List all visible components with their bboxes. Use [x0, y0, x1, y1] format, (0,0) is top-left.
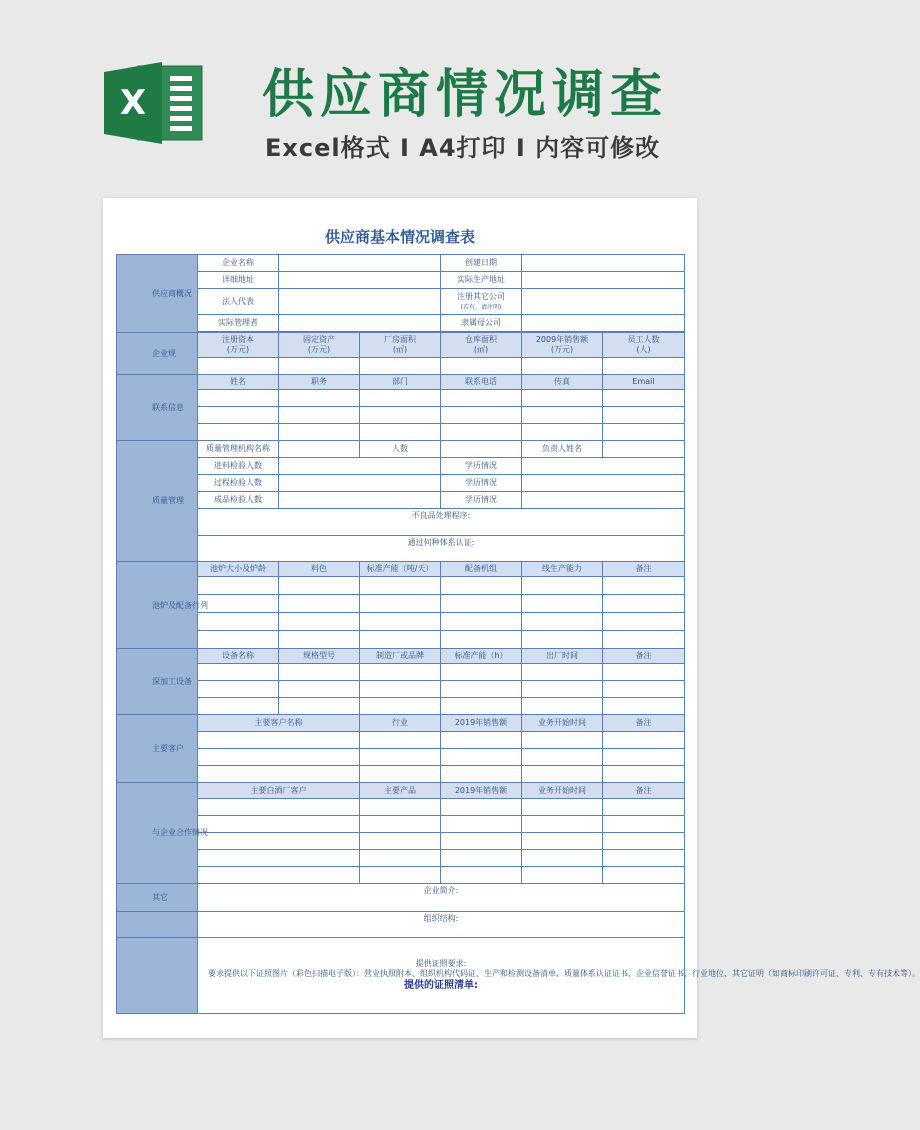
customer-header: 主要客户名称 [198, 715, 360, 732]
created-date-label: 创建日期 [441, 255, 522, 272]
section-quality: 质量管理 [117, 441, 198, 562]
table-cell[interactable] [360, 850, 441, 867]
address-label: 详细地址 [198, 272, 279, 289]
section-other: 其它 [117, 884, 198, 912]
table-cell[interactable] [360, 867, 441, 884]
table-cell[interactable] [198, 799, 360, 816]
form-title: 供应商基本情况调查表 [324, 228, 475, 246]
address-field[interactable] [279, 272, 441, 289]
table-cell[interactable] [198, 867, 360, 884]
table-cell[interactable] [603, 816, 685, 833]
table-cell[interactable] [603, 595, 685, 613]
table-row [117, 475, 685, 492]
table-cell[interactable] [603, 799, 685, 816]
table-cell[interactable] [441, 390, 522, 407]
education-field[interactable] [522, 458, 685, 475]
table-cell[interactable] [603, 664, 685, 681]
customer-header: 行业 [360, 715, 441, 732]
production-address-label: 实际生产地址 [441, 272, 522, 289]
table-row [117, 732, 685, 749]
table-cell[interactable] [441, 595, 522, 613]
created-date-field[interactable] [522, 255, 685, 272]
table-cell[interactable] [441, 681, 522, 698]
furnace-header: 标准产能（吨/天） [360, 562, 441, 577]
table-cell[interactable] [603, 358, 685, 375]
coop-header: 业务开始时间 [522, 783, 603, 799]
table-cell[interactable] [360, 681, 441, 698]
finished-field[interactable] [279, 492, 441, 509]
table-cell[interactable] [441, 664, 522, 681]
responsible-label: 负责人姓名 [522, 441, 603, 458]
table-cell[interactable] [360, 766, 441, 783]
table-row [117, 681, 685, 698]
docs-title: 提供证照要求: [415, 959, 467, 969]
table-cell[interactable] [603, 407, 685, 424]
table-row [117, 358, 685, 375]
table-row [117, 390, 685, 407]
contact-header: 联系电话 [441, 375, 522, 390]
table-cell[interactable] [603, 424, 685, 441]
form-sheet [103, 198, 920, 1038]
table-cell[interactable] [603, 577, 685, 595]
table-cell[interactable] [360, 816, 441, 833]
table-row [117, 938, 685, 1014]
table-row [117, 255, 685, 272]
banner-subline: Excel格式 I A4打印 I 内容可修改 [265, 134, 661, 162]
furnace-header: 备注 [603, 562, 685, 577]
section-deep-processing: 深加工设备 [117, 649, 198, 715]
table-cell[interactable] [522, 698, 603, 715]
table-cell[interactable] [522, 833, 603, 850]
company-intro-field[interactable]: 企业简介: [198, 884, 685, 912]
section-cooperation: 与企业合作情况 [117, 783, 198, 884]
table-row [117, 613, 685, 631]
table-cell[interactable] [279, 681, 360, 698]
scale-header: 2009年销售额 (万元) [522, 333, 603, 358]
contact-header: 部门 [360, 375, 441, 390]
table-cell[interactable] [198, 698, 279, 715]
scale-header: 厂房面积 (㎡) [360, 333, 441, 358]
table-cell[interactable] [441, 833, 522, 850]
contact-header: 传真 [522, 375, 603, 390]
docs-body: 要求提供以下证照图片（彩色扫描电子版）：营业执照附本、组织机构代码证、生产和检测设备清单、质量体系认证证书、企业信誉证书、行业地位、其它证明（如商标印刷许可证、专利、专有技术等）。 [208, 969, 920, 978]
scale-header: 仓库面积 (㎡) [441, 333, 522, 358]
table-cell[interactable] [441, 424, 522, 441]
table-cell[interactable] [279, 698, 360, 715]
parent-company-label: 注册其它公司 (若有，请注明) [441, 289, 522, 315]
furnace-header: 池炉大小及炉龄 [198, 562, 279, 577]
table-cell[interactable] [441, 749, 522, 766]
manager-field[interactable] [279, 315, 441, 332]
excel-icon [100, 58, 210, 148]
org-structure-field[interactable]: 组织结构: [198, 912, 685, 938]
production-address-field[interactable] [522, 272, 685, 289]
table-cell[interactable] [522, 799, 603, 816]
process-label: 过程检验人数 [198, 475, 279, 492]
responsible-field[interactable] [603, 441, 685, 458]
coop-header: 主要产品 [360, 783, 441, 799]
table-row [117, 562, 685, 577]
table-cell[interactable] [360, 358, 441, 375]
table-cell[interactable] [279, 407, 360, 424]
table-cell[interactable] [279, 390, 360, 407]
table-cell[interactable] [279, 631, 360, 649]
table-cell[interactable] [360, 613, 441, 631]
deep-header: 出厂时间 [522, 649, 603, 664]
table-cell[interactable] [441, 850, 522, 867]
contact-header: Email [603, 375, 685, 390]
table-cell[interactable] [360, 664, 441, 681]
table-row [117, 850, 685, 867]
table-cell[interactable] [198, 850, 360, 867]
table-cell[interactable] [198, 732, 360, 749]
table-cell[interactable] [522, 424, 603, 441]
table-cell[interactable] [522, 407, 603, 424]
table-cell[interactable] [441, 766, 522, 783]
education-label: 学历情况 [441, 492, 522, 509]
headcount-field[interactable] [441, 441, 522, 458]
education-field[interactable] [522, 475, 685, 492]
table-cell[interactable] [360, 833, 441, 850]
table-row [117, 799, 685, 816]
affiliate-field[interactable] [522, 315, 685, 332]
table-cell[interactable] [522, 816, 603, 833]
table-cell[interactable] [603, 867, 685, 884]
table-cell[interactable] [441, 577, 522, 595]
table-row [117, 315, 685, 332]
nonconforming-field[interactable]: 不良品处理程序: [198, 509, 685, 536]
affiliate-label: 隶属母公司 [441, 315, 522, 332]
scale-header: 注册资本 (万元) [198, 333, 279, 358]
table-row [117, 577, 685, 595]
table-row [117, 407, 685, 424]
legal-rep-label: 法人代表 [198, 289, 279, 315]
coop-header: 备注 [603, 783, 685, 799]
logo-letter: X [119, 83, 147, 123]
section-other-blank [117, 912, 198, 938]
table-cell[interactable] [441, 816, 522, 833]
company-name-label: 企业名称 [198, 255, 279, 272]
deep-header: 标准产能（h） [441, 649, 522, 664]
table-cell[interactable] [441, 732, 522, 749]
table-cell[interactable] [603, 631, 685, 649]
table-row [117, 289, 685, 315]
incoming-field[interactable] [279, 458, 441, 475]
table-row [117, 867, 685, 884]
table-cell[interactable] [522, 577, 603, 595]
table-cell[interactable] [522, 595, 603, 613]
table-cell[interactable] [522, 613, 603, 631]
documents-requirements [198, 938, 920, 1014]
table-cell[interactable] [198, 664, 279, 681]
table-row [117, 912, 685, 938]
table-cell[interactable] [198, 390, 279, 407]
coop-header: 主要白酒厂客户 [198, 783, 360, 799]
parent-company-field[interactable] [522, 289, 685, 315]
table-cell[interactable] [279, 664, 360, 681]
table-cell[interactable] [522, 358, 603, 375]
table-cell[interactable] [360, 424, 441, 441]
table-row [117, 272, 685, 289]
table-row [117, 698, 685, 715]
table-cell[interactable] [198, 631, 279, 649]
table-cell[interactable] [603, 732, 685, 749]
table-cell[interactable] [279, 577, 360, 595]
table-cell[interactable] [441, 613, 522, 631]
furnace-header: 料色 [279, 562, 360, 577]
table-cell[interactable] [198, 681, 279, 698]
table-cell[interactable] [522, 867, 603, 884]
section-furnace: 池炉及配备行列 [117, 562, 198, 649]
table-row [117, 884, 685, 912]
furnace-header: 线生产能力 [522, 562, 603, 577]
customer-header: 备注 [603, 715, 685, 732]
table-cell[interactable] [360, 749, 441, 766]
scale-header: 员工人数 (人) [603, 333, 685, 358]
table-cell[interactable] [603, 749, 685, 766]
table-row [117, 749, 685, 766]
table-row [117, 766, 685, 783]
section-contact: 联系信息 [117, 375, 198, 441]
table-row [117, 424, 685, 441]
deep-header: 制造厂或品牌 [360, 649, 441, 664]
table-cell[interactable] [441, 867, 522, 884]
table-cell[interactable] [603, 850, 685, 867]
table-row [117, 458, 685, 475]
table-cell[interactable] [279, 424, 360, 441]
table-cell[interactable] [279, 595, 360, 613]
education-label: 学历情况 [441, 475, 522, 492]
section-overview: 供应商概况 [117, 255, 198, 333]
deep-header: 备注 [603, 649, 685, 664]
deep-header: 设备名称 [198, 649, 279, 664]
table-cell[interactable] [198, 749, 360, 766]
scale-header: 固定资产 (万元) [279, 333, 360, 358]
table-cell[interactable] [360, 595, 441, 613]
customer-header: 业务开始时间 [522, 715, 603, 732]
table-cell[interactable] [603, 681, 685, 698]
manager-label: 实际管理者 [198, 315, 279, 332]
contact-header: 职务 [279, 375, 360, 390]
table-cell[interactable] [360, 407, 441, 424]
table-cell[interactable] [522, 664, 603, 681]
docs-list-title[interactable]: 提供的证照清单: [404, 979, 478, 991]
table-cell[interactable] [279, 358, 360, 375]
quality-org-label: 质量管理机构名称 [198, 441, 279, 458]
table-cell[interactable] [198, 833, 360, 850]
table-cell[interactable] [603, 766, 685, 783]
table-cell[interactable] [360, 799, 441, 816]
table-cell[interactable] [198, 766, 360, 783]
table-row [117, 664, 685, 681]
quality-org-field[interactable] [279, 441, 360, 458]
table-cell[interactable] [603, 833, 685, 850]
supplier-form-table [116, 254, 920, 1014]
table-cell[interactable] [441, 631, 522, 649]
table-cell[interactable] [198, 424, 279, 441]
section-scale: 企业规 [117, 333, 198, 375]
table-cell[interactable] [522, 390, 603, 407]
table-cell[interactable] [360, 631, 441, 649]
table-cell[interactable] [441, 407, 522, 424]
furnace-header: 配备机组 [441, 562, 522, 577]
contact-header: 姓名 [198, 375, 279, 390]
table-cell[interactable] [360, 698, 441, 715]
table-row [117, 333, 685, 358]
finished-label: 成品检验人数 [198, 492, 279, 509]
table-row [117, 631, 685, 649]
table-row [117, 715, 685, 732]
process-field[interactable] [279, 475, 441, 492]
table-row [117, 441, 685, 458]
section-customers: 主要客户 [117, 715, 198, 783]
coop-header: 2019年销售额 [441, 783, 522, 799]
company-name-field[interactable] [279, 255, 441, 272]
table-row [117, 509, 685, 536]
education-field[interactable] [522, 492, 685, 509]
table-cell[interactable] [360, 732, 441, 749]
table-cell[interactable] [360, 390, 441, 407]
headcount-label: 人数 [360, 441, 441, 458]
table-cell[interactable] [522, 681, 603, 698]
table-cell[interactable] [198, 577, 279, 595]
table-cell[interactable] [522, 631, 603, 649]
table-cell[interactable] [198, 816, 360, 833]
table-cell[interactable] [360, 577, 441, 595]
table-row [117, 649, 685, 664]
table-cell[interactable] [198, 407, 279, 424]
certification-field[interactable]: 通过何种体系认证: [198, 536, 685, 562]
table-cell[interactable] [522, 766, 603, 783]
table-cell[interactable] [441, 698, 522, 715]
table-cell[interactable] [522, 749, 603, 766]
table-cell[interactable] [603, 613, 685, 631]
table-row [117, 536, 685, 562]
section-docs-blank [117, 938, 198, 1014]
table-cell[interactable] [441, 799, 522, 816]
table-cell[interactable] [603, 698, 685, 715]
table-cell[interactable] [522, 732, 603, 749]
customer-header: 2019年销售额 [441, 715, 522, 732]
table-row [117, 492, 685, 509]
table-row [117, 783, 685, 799]
incoming-label: 进料检验人数 [198, 458, 279, 475]
deep-header: 规格型号 [279, 649, 360, 664]
table-cell[interactable] [198, 595, 279, 613]
table-cell[interactable] [279, 613, 360, 631]
banner-headline: 供应商情况调查 [262, 65, 669, 125]
legal-rep-field[interactable] [279, 289, 441, 315]
table-cell[interactable] [198, 613, 279, 631]
table-row [117, 375, 685, 390]
table-cell[interactable] [198, 358, 279, 375]
table-cell[interactable] [441, 358, 522, 375]
table-cell[interactable] [603, 390, 685, 407]
table-cell[interactable] [522, 850, 603, 867]
education-label: 学历情况 [441, 458, 522, 475]
